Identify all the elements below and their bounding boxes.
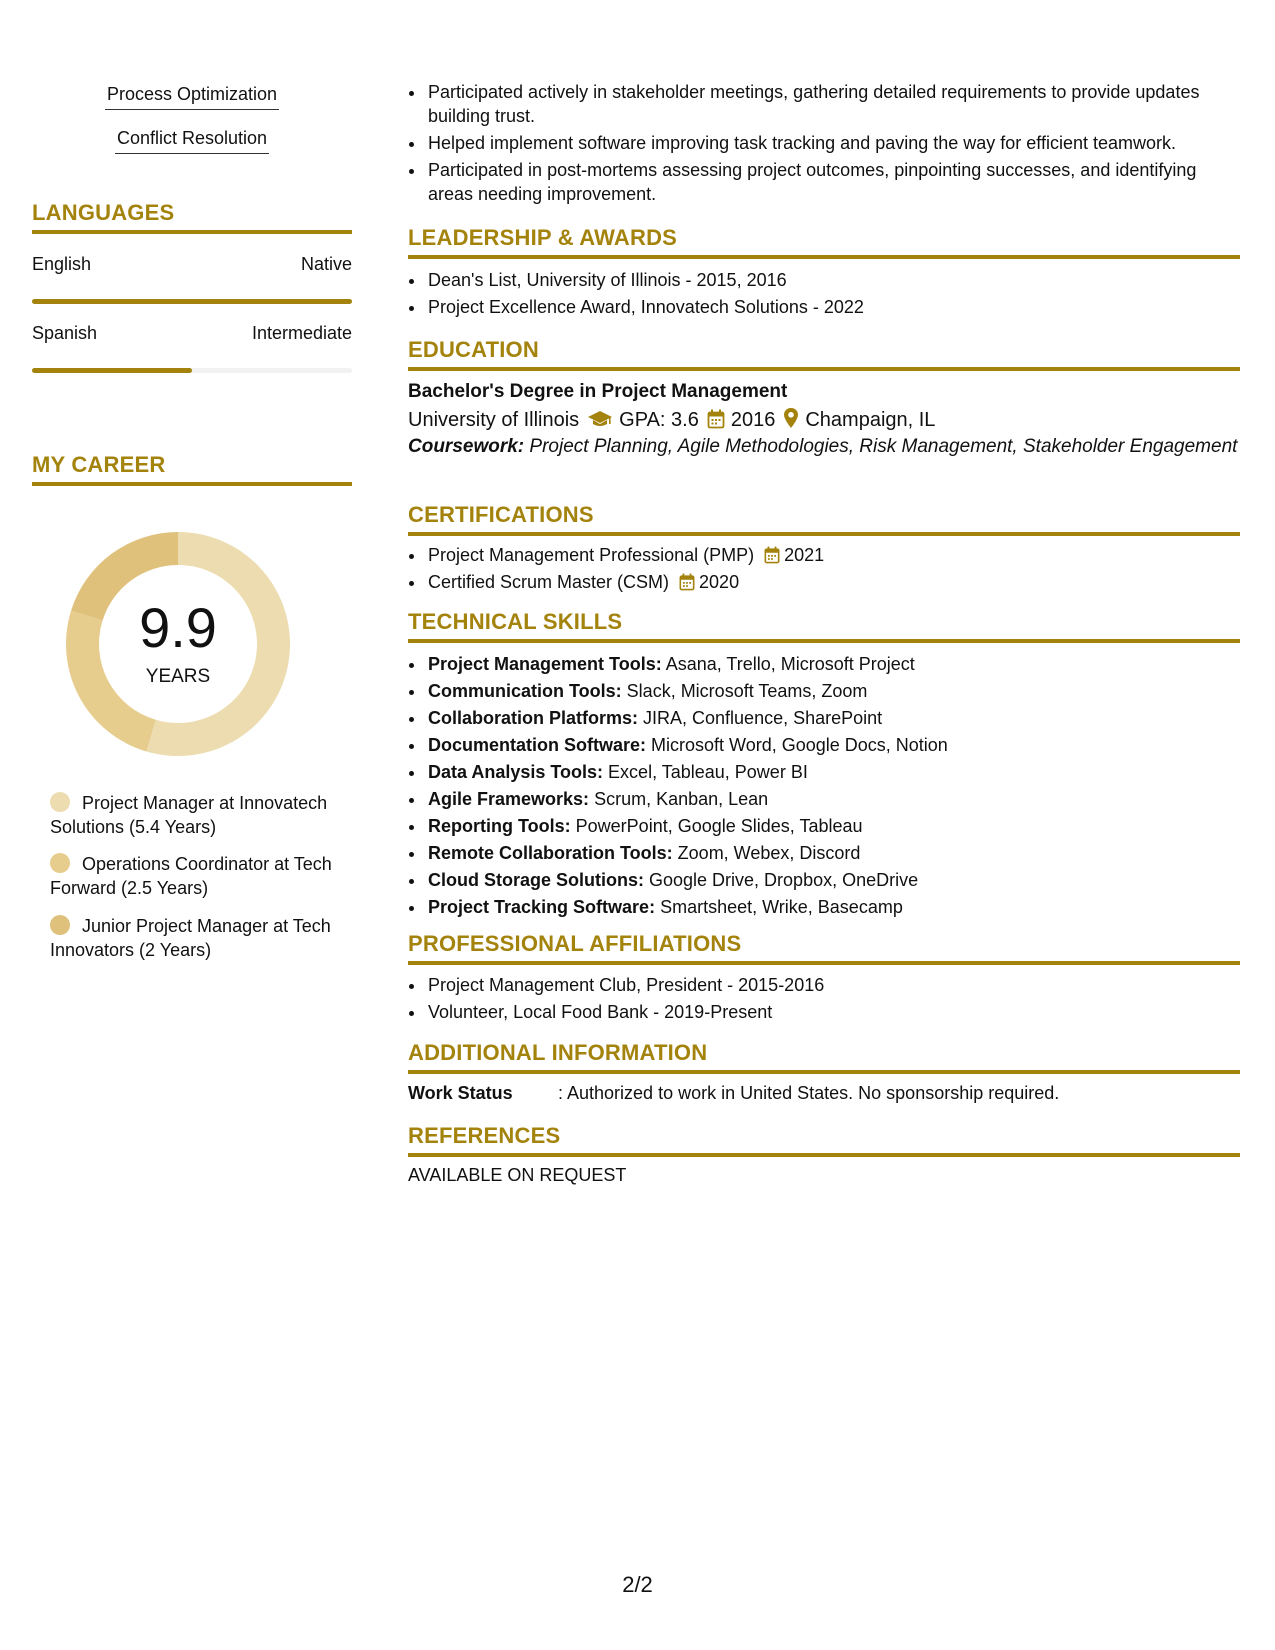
legend-dot xyxy=(50,792,70,812)
list-item xyxy=(426,787,1240,811)
language-bar-fill xyxy=(32,368,192,373)
list-item xyxy=(426,652,1240,676)
references-value: AVAILABLE ON REQUEST xyxy=(408,1165,627,1185)
coursework-label: Coursework: xyxy=(408,436,525,457)
skill-tag xyxy=(32,84,352,110)
affiliations-heading: PROFESSIONAL AFFILIATIONS xyxy=(408,931,1240,965)
degree-title: Bachelor's Degree in Project Management xyxy=(408,381,788,402)
coursework xyxy=(408,435,1240,459)
list-item: • Volunteer, Local Food Bank - 2019-Present xyxy=(426,1000,1240,1024)
list-item xyxy=(426,733,1240,757)
technical-skills-heading: TECHNICAL SKILLS xyxy=(408,609,1240,643)
list-item: • Project Excellence Award, Innovatech Solutions - 2022 xyxy=(426,295,1240,319)
languages-heading: LANGUAGES xyxy=(32,200,352,234)
skill-category: Project Management Tools: xyxy=(428,654,662,674)
graduation-cap-icon xyxy=(587,409,613,429)
skill-values: Microsoft Word, Google Docs, Notion xyxy=(646,735,948,755)
skill-label: Process Optimization xyxy=(105,84,279,110)
list-item xyxy=(426,760,1240,784)
skill-values: Google Drive, Dropbox, OneDrive xyxy=(644,870,919,890)
school-location: Champaign, IL xyxy=(805,409,936,431)
skill-values: Zoom, Webex, Discord xyxy=(672,843,861,863)
list-item xyxy=(426,841,1240,865)
calendar-icon xyxy=(707,409,725,429)
skill-category: Project Tracking Software: xyxy=(428,897,656,917)
list-item: • Participated actively in stakeholder meetings, gathering detailed requirements to provide updates building trust. xyxy=(426,80,1240,128)
career-donut-chart xyxy=(66,532,290,756)
skill-values: Asana, Trello, Microsoft Project xyxy=(661,654,915,674)
location-pin-icon xyxy=(783,407,799,429)
technical-skills-list xyxy=(408,652,1240,922)
list-item: • Helped implement software improving task tracking and paving the way for efficient teamwork. xyxy=(426,131,1240,155)
page-number: 2/2 xyxy=(622,1572,653,1597)
skill-values: Smartsheet, Wrike, Basecamp xyxy=(655,897,903,917)
career-unit: YEARS xyxy=(145,666,211,687)
education-heading: EDUCATION xyxy=(408,337,1240,371)
work-status-value: : Authorized to work in United States. No sponsorship required. xyxy=(558,1083,1060,1103)
list-item: • Dean's List, University of Illinois - 2015, 2016 xyxy=(426,268,1240,292)
skill-values: Excel, Tableau, Power BI xyxy=(603,762,808,782)
legend-label: Junior Project Manager at Tech Innovators (2 Years) xyxy=(50,916,331,960)
career-legend-item xyxy=(50,914,340,962)
legend-label: Operations Coordinator at Tech Forward (2.5 Years) xyxy=(50,854,332,898)
graduation-year: 2016 xyxy=(730,409,776,431)
career-total: 9.9 xyxy=(139,596,217,659)
language-row xyxy=(32,323,352,344)
school-name: University of Illinois xyxy=(408,409,580,431)
skill-values: JIRA, Confluence, SharePoint xyxy=(638,708,883,728)
skill-label: Conflict Resolution xyxy=(115,128,269,154)
career-donut-center xyxy=(66,532,290,756)
additional-info-heading: ADDITIONAL INFORMATION xyxy=(408,1040,1240,1074)
cert-name: Certified Scrum Master (CSM) xyxy=(428,572,670,592)
list-item xyxy=(426,814,1240,838)
language-name: Spanish xyxy=(32,323,98,343)
language-level: Intermediate xyxy=(251,323,352,343)
language-level: Native xyxy=(300,254,352,274)
skill-category: Collaboration Platforms: xyxy=(428,708,639,728)
skill-values: PowerPoint, Google Slides, Tableau xyxy=(570,816,863,836)
list-item: • Participated in post-mortems assessing project outcomes, pinpointing successes, and identifying areas needing improvement. xyxy=(426,158,1240,206)
cert-year: 2021 xyxy=(784,545,825,565)
skill-category: Data Analysis Tools: xyxy=(428,762,604,782)
certifications-list xyxy=(408,543,1240,597)
language-row xyxy=(32,254,352,275)
list-item: • Project Management Club, President - 2015-2016 xyxy=(426,973,1240,997)
skill-category: Remote Collaboration Tools: xyxy=(428,843,673,863)
skill-category: Cloud Storage Solutions: xyxy=(428,870,644,890)
leadership-list xyxy=(408,268,1240,322)
experience-bullets xyxy=(408,80,1240,209)
coursework-value: Project Planning, Agile Methodologies, Risk Management, Stakeholder Engagement xyxy=(529,436,1238,457)
cert-name: Project Management Professional (PMP) xyxy=(428,545,755,565)
calendar-icon xyxy=(764,546,780,564)
gpa: GPA: 3.6 xyxy=(619,409,699,431)
skill-category: Reporting Tools: xyxy=(428,816,571,836)
education-entry xyxy=(408,379,1240,459)
skill-values: Scrum, Kanban, Lean xyxy=(589,789,769,809)
legend-dot xyxy=(50,853,70,873)
education-meta xyxy=(408,405,1240,435)
legend-label: Project Manager at Innovatech Solutions (5.4 Years) xyxy=(50,793,328,837)
skill-category: Documentation Software: xyxy=(428,735,647,755)
list-item xyxy=(426,570,1240,594)
language-bar-fill xyxy=(32,299,352,304)
language-name: English xyxy=(32,254,92,274)
career-legend-item xyxy=(50,791,340,839)
list-item xyxy=(426,543,1240,567)
legend-dot xyxy=(50,915,70,935)
skill-category: Communication Tools: xyxy=(428,681,622,701)
language-bar xyxy=(32,368,352,373)
career-heading: MY CAREER xyxy=(32,452,352,486)
certifications-heading: CERTIFICATIONS xyxy=(408,502,1240,536)
affiliations-list xyxy=(408,973,1240,1027)
career-legend-item xyxy=(50,852,340,900)
list-item xyxy=(426,868,1240,892)
work-status-label: Work Status xyxy=(408,1083,513,1103)
list-item xyxy=(426,679,1240,703)
skill-category: Agile Frameworks: xyxy=(428,789,590,809)
list-item xyxy=(426,706,1240,730)
cert-year: 2020 xyxy=(699,572,740,592)
leadership-heading: LEADERSHIP & AWARDS xyxy=(408,225,1240,259)
skill-tag xyxy=(32,128,352,154)
list-item xyxy=(426,895,1240,919)
language-bar xyxy=(32,299,352,304)
skill-values: Slack, Microsoft Teams, Zoom xyxy=(621,681,868,701)
calendar-icon xyxy=(679,573,695,591)
references-heading: REFERENCES xyxy=(408,1123,1240,1157)
